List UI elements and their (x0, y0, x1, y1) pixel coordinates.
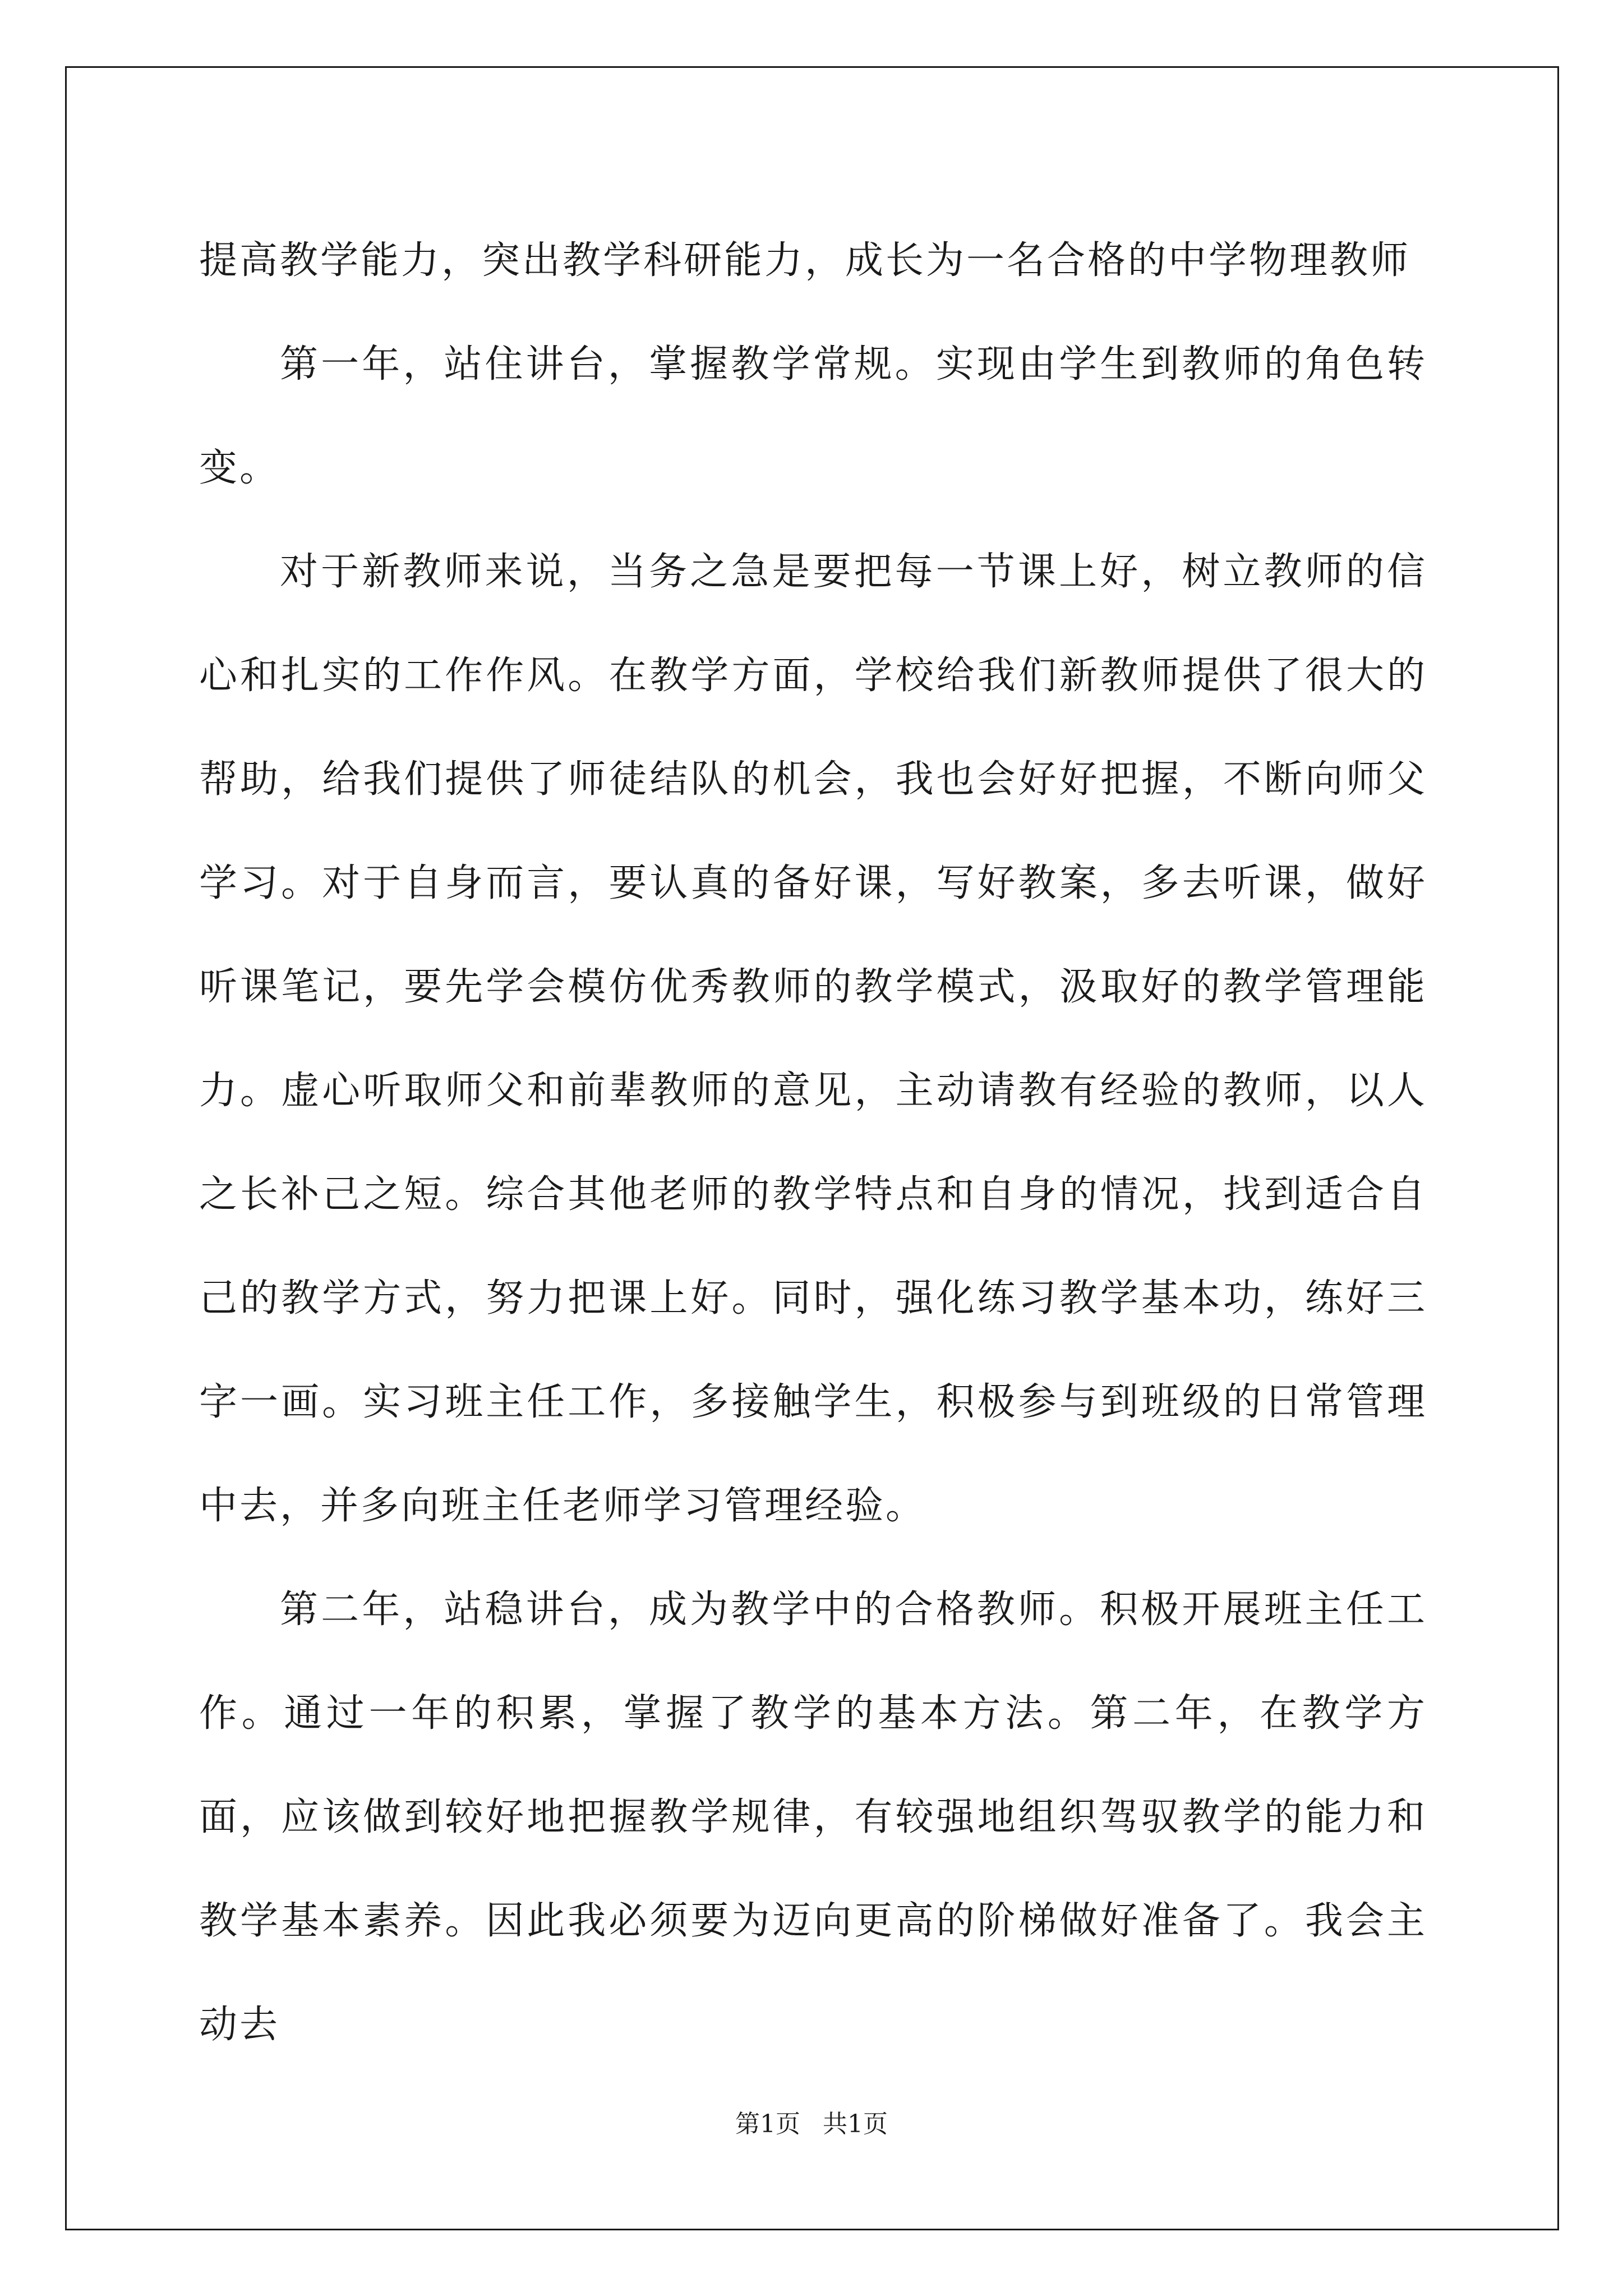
page-number: 第1页 (735, 2110, 800, 2138)
document-body (199, 209, 1427, 2077)
page-footer (0, 2108, 1623, 2141)
paragraph: 第一年，站住讲台，掌握教学常规。实现由学生到教师的角色转变。 (199, 342, 1427, 490)
page-total: 共1页 (823, 2110, 888, 2138)
paragraph: 提高教学能力，突出教学科研能力，成长为一名合格的中学物理教师 (199, 238, 1411, 283)
paragraph: 对于新教师来说，当务之急是要把每一节课上好，树立教师的信心和扎实的工作作风。在教学方面，学校给我们新教师提供了很大的帮助，给我们提供了师徒结队的机会，我也会好好把握，不断向师父学习。对于自身而言，要认真的备好课，写好教案，多去听课，做好听课笔记，要先学会模仿优秀教师的教学模式，汲取好的教学管理能力。虚心听取师父和前辈教师的意见，主动请教有经验的教师，以人之长补己之短。综合其他老师的教学特点和自身的情况，找到适合自己的教学方式，努力把课上好。同时，强化练习教学基本功，练好三字一画。实习班主任工作，多接触学生，积极参与到班级的日常管理中去，并多向班主任老师学习管理经验。 (199, 550, 1427, 1528)
paragraph: 第二年，站稳讲台，成为教学中的合格教师。积极开展班主任工作。通过一年的积累，掌握了教学的基本方法。第二年，在教学方面，应该做到较好地把握教学规律，有较强地组织驾驭教学的能力和教学基本素养。因此我必须要为迈向更高的阶梯做好准备了。我会主动去 (199, 1588, 1427, 2047)
